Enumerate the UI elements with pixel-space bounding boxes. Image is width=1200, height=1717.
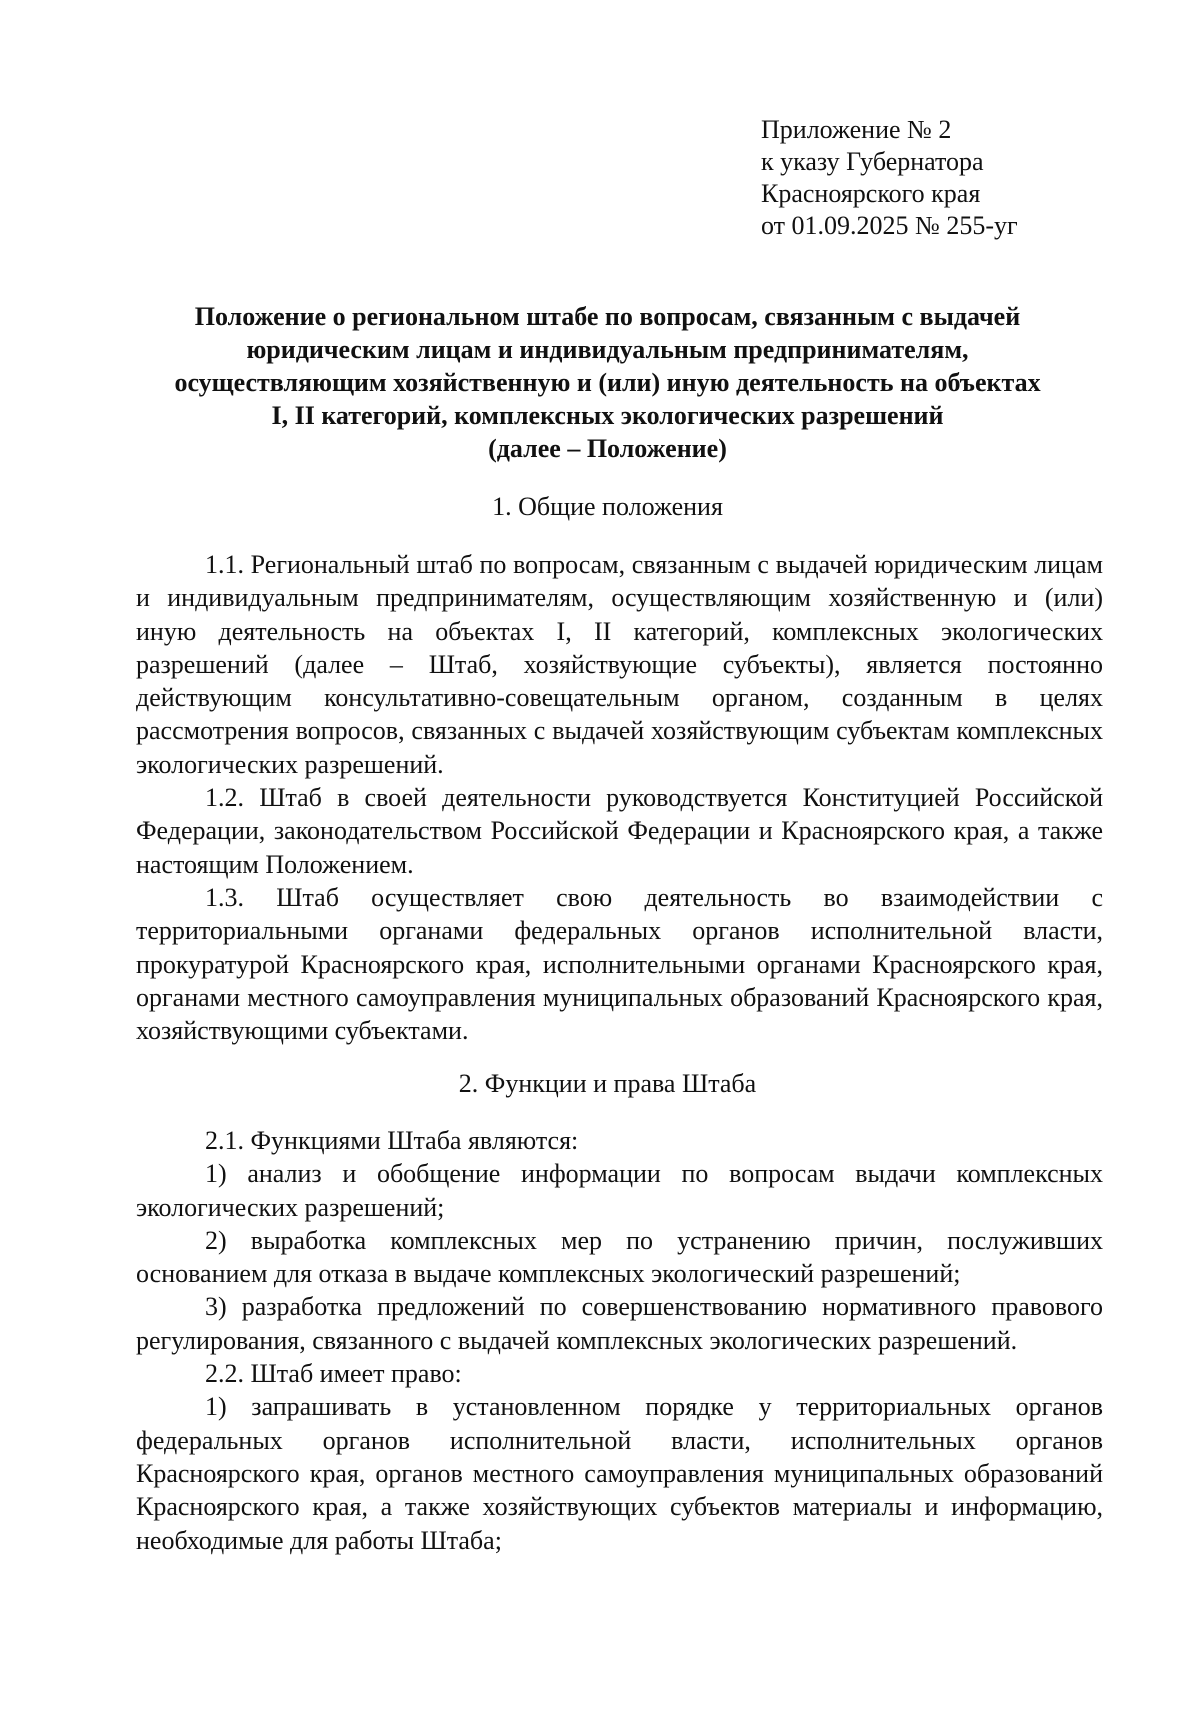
appendix-block (761, 114, 1161, 242)
appendix-region: Красноярского края (761, 179, 981, 208)
paragraph-1-3: 1.3. Штаб осуществляет свою деятельность во взаимодействии с территориальными органами федеральных органов исполнительной власти, прокуратурой Красноярского края, исполнительными органами Красноярского края, органами местного самоуправления муниципальных образований Красноярского края, хозяйствующими субъектами. (136, 882, 1103, 1046)
section-2-heading: 2. Функции и права Штаба (458, 1069, 757, 1098)
paragraph-1-2: 1.2. Штаб в своей деятельности руководствуется Конституцией Российской Федерации, законодательством Российской Федерации и Красноярского края, а также настоящим Положением. (136, 783, 1103, 879)
section-2-body (136, 1124, 1103, 1557)
appendix-decree: к указу Губернатора (761, 147, 984, 176)
paragraph-1-1: 1.1. Региональный штаб по вопросам, связанным с выдачей юридическим лицам и индивидуальным предпринимателям, осуществляющим хозяйственную и (или) иную деятельность на объектах I, II категорий, комплексных экологических разрешений (далее – Штаб, хозяйствующие субъекты), является постоянно действующим консультативно-совещательным органом, созданным в целях рассмотрения вопросов, связанных с выдачей хозяйствующим субъектам комплексных экологических разрешений. (136, 550, 1103, 779)
paragraph-2-1-3: 3) разработка предложений по совершенствованию нормативного правового регулирования, связанного с выдачей комплексных экологических разрешений. (136, 1292, 1103, 1355)
paragraph-2-2-1: 1) запрашивать в установленном порядке у территориальных органов федеральных органов исполнительной власти, исполнительных органов Красноярского края, органов местного самоуправления муниципальных образований Красноярского края, а также хозяйствующих субъектов материалы и информацию, необходимые для работы Штаба; (136, 1392, 1103, 1555)
section-1-heading: 1. Общие положения (492, 492, 723, 521)
paragraph-2-1-2: 2) выработка комплексных мер по устранению причин, послуживших основанием для отказа в выдаче комплексных экологический разрешений; (136, 1225, 1103, 1289)
title-line-1: Положение о региональном штабе по вопросам, связанным с выдачей (194, 302, 1021, 331)
paragraph-2-1: 2.1. Функциями Штаба являются: (205, 1126, 579, 1155)
section-1-body (136, 548, 1103, 1047)
appendix-date: от 01.09.2025 № 255-уг (761, 211, 1018, 240)
appendix-number: Приложение № 2 (761, 115, 952, 144)
title-line-3: осуществляющим хозяйственную и (или) иную деятельность на объектах (174, 368, 1041, 397)
paragraph-2-1-1: 1) анализ и обобщение информации по вопросам выдачи комплексных экологических разрешений; (136, 1159, 1103, 1222)
title-line-2: юридическим лицам и индивидуальным предпринимателям, (246, 335, 969, 364)
paragraph-2-2: 2.2. Штаб имеет право: (205, 1359, 462, 1389)
title-line-5: (далее – Положение) (488, 434, 727, 463)
title-line-4: I, II категорий, комплексных экологических разрешений (271, 401, 944, 430)
document-title (130, 300, 1085, 465)
